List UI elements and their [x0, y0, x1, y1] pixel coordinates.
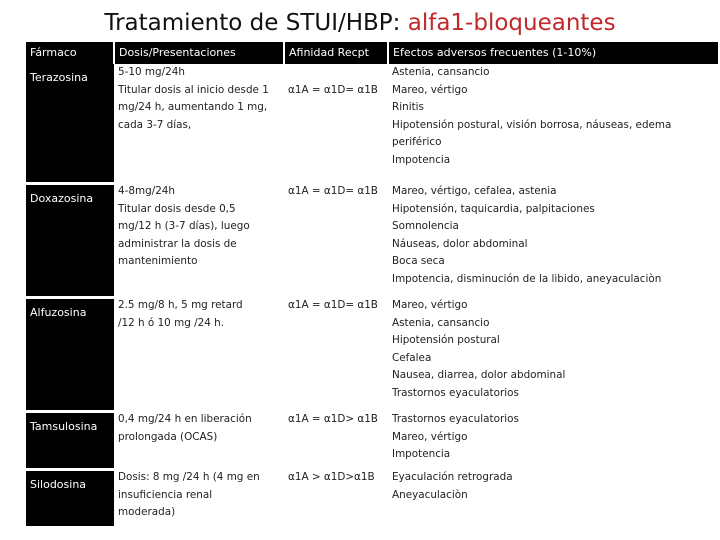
dose-line: cada 3-7 días,	[118, 118, 192, 131]
effect-line: Mareo, vértigo	[392, 430, 468, 443]
effect-line: Cefalea	[392, 351, 432, 364]
effect-line: Mareo, vértigo, cefalea, astenia	[392, 185, 557, 197]
affinity-cell: α1A = α1D> α1B	[288, 413, 378, 425]
dose-line: Titular dosis al inicio desde 1	[118, 83, 269, 96]
drug-name: Terazosina	[26, 64, 114, 183]
dose-cell	[114, 183, 284, 297]
drug-name: Silodosina	[26, 469, 114, 527]
dose-line: 0,4 mg/24 h en liberación	[118, 413, 252, 425]
header-drug: Fármaco	[26, 42, 114, 64]
dose-line: mantenimiento	[118, 255, 198, 268]
effects-cell	[388, 297, 718, 411]
table-row	[26, 411, 718, 469]
effects-cell	[388, 183, 718, 297]
dose-line: insuficiencia renal	[118, 488, 213, 501]
table-row	[26, 469, 718, 527]
affinity-cell: α1A = α1D= α1B	[288, 185, 378, 197]
effect-line: Rinitis	[392, 101, 424, 114]
affinity-cell: α1A > α1D>α1B	[288, 471, 375, 483]
drug-name: Tamsulosina	[26, 411, 114, 469]
title-highlight: alfa1-bloqueantes	[407, 10, 616, 36]
dose-line: prolongada (OCAS)	[118, 430, 218, 443]
effect-line: Impotencia	[392, 448, 451, 461]
alpha-blockers-table	[26, 42, 718, 529]
dose-cell	[114, 297, 284, 411]
effect-line: periférico	[392, 136, 442, 149]
dose-line: moderada)	[118, 506, 176, 519]
effect-line: Eyaculación retrograda	[392, 471, 513, 483]
dose-line: Titular dosis desde 0,5	[118, 202, 236, 215]
dose-cell	[114, 469, 284, 527]
effect-line: Trastornos eyaculatorios	[392, 386, 519, 399]
effect-line: Impotencia, disminución de la libido, aneyaculaciòn	[392, 272, 662, 285]
effect-line: Somnolencia	[392, 220, 459, 233]
table-row	[26, 183, 718, 297]
table-row	[26, 64, 718, 183]
dose-line: 5-10 mg/24h	[118, 66, 185, 78]
dose-line: mg/24 h, aumentando 1 mg,	[118, 101, 268, 114]
dose-cell	[114, 411, 284, 469]
effect-line: Mareo, vértigo	[392, 83, 468, 96]
effect-line: Hipotensión postural, visión borrosa, náuseas, edema	[392, 118, 672, 131]
effect-line: Astenia, cansancio	[392, 316, 490, 329]
effect-line: Impotencia	[392, 153, 451, 166]
table-row	[26, 297, 718, 411]
title-prefix: Tratamiento de STUI/HBP:	[104, 10, 408, 36]
effect-line: Náuseas, dolor abdominal	[392, 237, 528, 250]
effect-line: Aneyaculaciòn	[392, 488, 468, 501]
dose-line: 2.5 mg/8 h, 5 mg retard	[118, 299, 243, 311]
effect-line: Trastornos eyaculatorios	[392, 413, 519, 425]
affinity-cell: α1A = α1D= α1B	[288, 84, 378, 96]
dose-line: Dosis: 8 mg /24 h (4 mg en	[118, 471, 260, 483]
slide-title	[0, 6, 720, 40]
effects-cell	[388, 64, 718, 183]
effect-line: Mareo, vértigo	[392, 299, 468, 311]
dose-line: /12 h ó 10 mg /24 h.	[118, 316, 225, 329]
dose-line: mg/12 h (3-7 días), luego	[118, 220, 250, 233]
dose-cell	[114, 64, 284, 183]
affinity-cell: α1A = α1D= α1B	[288, 299, 378, 311]
effects-cell	[388, 411, 718, 469]
drug-name: Alfuzosina	[26, 297, 114, 411]
header-effects: Efectos adversos frecuentes (1-10%)	[388, 42, 718, 64]
header-affinity: Afinidad Recpt	[284, 42, 388, 64]
dose-line: 4-8mg/24h	[118, 185, 175, 197]
effect-line: Hipotensión postural	[392, 334, 500, 347]
table-header-row	[26, 42, 718, 64]
effect-line: Boca seca	[392, 255, 445, 268]
effects-cell	[388, 469, 718, 527]
dose-line: administrar la dosis de	[118, 237, 237, 250]
effect-line: Nausea, diarrea, dolor abdominal	[392, 369, 566, 382]
effect-line: Hipotensión, taquicardia, palpitaciones	[392, 202, 595, 215]
effect-line: Astenia, cansancio	[392, 66, 490, 78]
drug-name: Doxazosina	[26, 183, 114, 297]
header-dose: Dosis/Presentaciones	[114, 42, 284, 64]
